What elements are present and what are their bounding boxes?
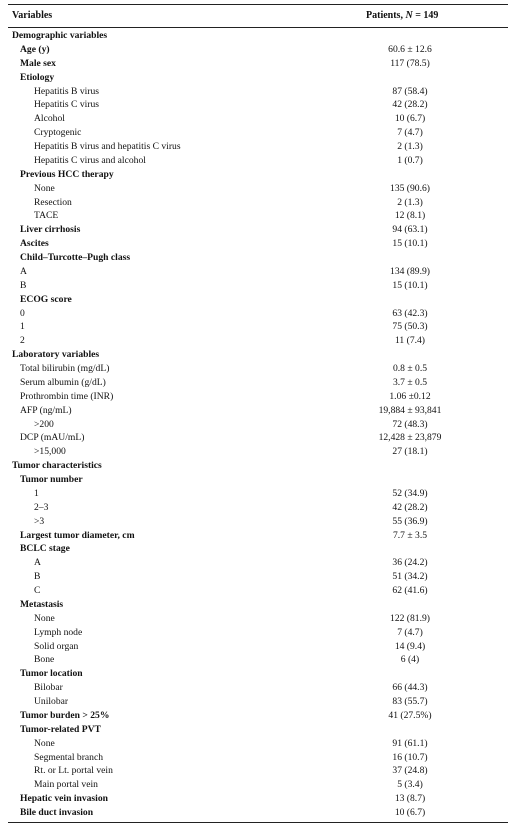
row-label: Hepatitis B virus and hepatitis C virus	[34, 141, 181, 152]
table-row	[8, 71, 508, 85]
table-row	[8, 542, 508, 556]
row-value: 27 (18.1)	[392, 446, 428, 458]
row-label: Child–Turcotte–Pugh class	[20, 252, 131, 263]
row-value: 14 (9.4)	[394, 640, 426, 652]
table-row	[8, 653, 508, 667]
row-label: A	[34, 557, 41, 569]
table-row	[8, 320, 508, 334]
table-body	[8, 29, 508, 820]
table-row	[8, 751, 508, 765]
row-value: 15 (10.1)	[392, 238, 428, 250]
row-value: 16 (10.7)	[392, 751, 428, 763]
row-label: Ascites	[20, 238, 49, 250]
row-label: DCP (mAU/mL)	[20, 432, 85, 444]
table-row	[8, 43, 508, 57]
row-value: 0.8 ± 0.5	[392, 363, 428, 374]
table-row	[8, 598, 508, 612]
table-row	[8, 695, 508, 709]
row-value: 15 (10.1)	[392, 279, 428, 291]
row-label: Largest tumor diameter, cm	[20, 529, 135, 541]
table-row	[8, 376, 508, 390]
row-label: Resection	[34, 196, 72, 208]
row-label: Tumor burden > 25%	[20, 709, 110, 721]
row-value: 1 (0.7)	[397, 154, 423, 166]
table-row	[8, 168, 508, 182]
row-value: 7.7 ± 3.5	[392, 529, 428, 541]
row-label: AFP (ng/mL)	[20, 404, 72, 416]
row-label: Bile duct invasion	[20, 807, 94, 818]
table-row	[8, 209, 508, 223]
row-label: None	[34, 737, 55, 749]
row-label: Rt. or Lt. portal vein	[34, 765, 113, 777]
table-row	[8, 612, 508, 626]
row-value: 72 (48.3)	[392, 418, 428, 430]
row-label: 1	[20, 321, 25, 333]
row-value: 134 (89.9)	[390, 265, 430, 277]
row-label: Demographic variables	[12, 30, 108, 41]
row-value: 122 (81.9)	[390, 612, 430, 624]
row-value: 60.6 ± 12.6	[388, 43, 432, 55]
table-row	[8, 737, 508, 751]
row-label: Prothrombin time (INR)	[20, 390, 114, 402]
table-row	[8, 792, 508, 806]
table-row	[8, 473, 508, 487]
row-label: Tumor number	[20, 474, 83, 485]
table-row	[8, 431, 508, 445]
table-row	[8, 307, 508, 321]
row-value: 36 (24.2)	[392, 557, 428, 569]
row-label: ECOG score	[20, 293, 72, 305]
row-label: 1	[34, 487, 39, 499]
row-label: Tumor-related PVT	[20, 723, 101, 735]
bottom-rule	[8, 822, 508, 823]
table-row	[8, 709, 508, 723]
header-variables: Variables	[12, 10, 53, 21]
table-row	[8, 237, 508, 251]
row-label: B	[20, 279, 27, 291]
row-label: Cryptogenic	[34, 127, 82, 139]
header-rule	[8, 27, 508, 28]
row-label: A	[20, 265, 27, 277]
top-rule	[8, 4, 508, 5]
row-label: Unilobar	[34, 696, 69, 707]
table-row	[8, 723, 508, 737]
row-label: None	[34, 182, 55, 194]
row-value: 10 (6.7)	[394, 807, 426, 818]
row-value: 87 (58.4)	[392, 85, 428, 97]
row-label: 2–3	[34, 501, 49, 513]
row-value: 37 (24.8)	[392, 765, 428, 777]
table-row	[8, 182, 508, 196]
row-value: 42 (28.2)	[392, 501, 428, 513]
table-row	[8, 348, 508, 362]
row-value: 55 (36.9)	[392, 515, 428, 527]
row-label: 2	[20, 335, 25, 347]
row-label: Male sex	[20, 57, 56, 69]
table-row	[8, 404, 508, 418]
row-value: 75 (50.3)	[392, 321, 428, 333]
row-label: B	[34, 571, 41, 583]
row-value: 6 (4)	[400, 654, 420, 666]
table-row	[8, 806, 508, 820]
row-label: Serum albumin (g/dL)	[20, 376, 106, 388]
header-patients	[366, 10, 438, 21]
table-row	[8, 154, 508, 168]
row-label: Tumor location	[20, 668, 83, 680]
row-label: Hepatitis B virus	[34, 85, 100, 97]
table-row	[8, 459, 508, 473]
row-value: 51 (34.2)	[392, 571, 428, 583]
row-label: Solid organ	[34, 640, 79, 652]
row-label: Alcohol	[34, 113, 65, 125]
row-label: Metastasis	[20, 598, 64, 610]
row-value: 52 (34.9)	[392, 487, 428, 499]
table-row	[8, 279, 508, 293]
row-label: Segmental branch	[34, 751, 103, 763]
table-row	[8, 445, 508, 459]
table-row	[8, 126, 508, 140]
row-label: Lymph node	[34, 626, 83, 638]
row-label: 0	[20, 307, 25, 319]
table-row	[8, 112, 508, 126]
row-label: BCLC stage	[20, 543, 70, 555]
row-value: 7 (4.7)	[397, 127, 423, 139]
table-row	[8, 556, 508, 570]
table-row	[8, 570, 508, 584]
row-value: 5 (3.4)	[397, 779, 423, 791]
row-label: Tumor characteristics	[12, 460, 102, 472]
header-patients-n: N	[405, 10, 413, 21]
table-row	[8, 293, 508, 307]
row-value: 91 (61.1)	[392, 737, 428, 749]
row-label: Age (y)	[20, 43, 50, 55]
table-row	[8, 487, 508, 501]
table-row	[8, 98, 508, 112]
row-label: Bilobar	[34, 682, 63, 694]
row-label: C	[34, 585, 41, 596]
row-value: 41 (27.5%)	[388, 709, 432, 721]
row-label: Main portal vein	[34, 779, 98, 791]
row-value: 1.06 ±0.12	[389, 390, 431, 402]
table-row	[8, 681, 508, 695]
row-value: 63 (42.3)	[392, 307, 428, 319]
table-row	[8, 584, 508, 598]
table-row	[8, 57, 508, 71]
table-row	[8, 515, 508, 529]
row-label: None	[34, 612, 55, 624]
table-row	[8, 626, 508, 640]
row-label: Total bilirubin (mg/dL)	[20, 363, 110, 374]
table-row	[8, 29, 508, 43]
row-value: 19,884 ± 93,841	[378, 404, 442, 416]
row-value: 2 (1.3)	[397, 196, 423, 208]
table-row	[8, 334, 508, 348]
table-row	[8, 251, 508, 265]
row-label: TACE	[34, 210, 59, 222]
table-row	[8, 667, 508, 681]
table-row	[8, 501, 508, 515]
row-label: >200	[34, 418, 54, 430]
table-row	[8, 265, 508, 279]
row-label: Previous HCC therapy	[20, 168, 114, 180]
header-patients-suffix: = 149	[412, 10, 439, 21]
table-row	[8, 196, 508, 210]
table-row	[8, 140, 508, 154]
table-row	[8, 418, 508, 432]
table-row	[8, 529, 508, 543]
row-value: 11 (7.4)	[394, 335, 426, 347]
row-value: 10 (6.7)	[394, 113, 426, 125]
header-patients-prefix: Patients,	[366, 10, 406, 21]
table-row	[8, 85, 508, 99]
row-value: 62 (41.6)	[392, 585, 428, 596]
row-value: 12,428 ± 23,879	[378, 432, 442, 444]
row-value: 12 (8.1)	[394, 210, 426, 222]
row-label: Liver cirrhosis	[20, 224, 81, 236]
row-label: Hepatitis C virus and alcohol	[34, 154, 146, 166]
row-value: 3.7 ± 0.5	[392, 376, 428, 388]
row-value: 117 (78.5)	[390, 57, 430, 69]
table-row	[8, 362, 508, 376]
row-label: Hepatitis C virus	[34, 99, 100, 111]
row-value: 7 (4.7)	[397, 626, 423, 638]
row-value: 135 (90.6)	[390, 182, 430, 194]
row-value: 2 (1.3)	[397, 141, 423, 152]
table-row	[8, 390, 508, 404]
row-label: Bone	[34, 654, 55, 666]
row-value: 66 (44.3)	[392, 682, 428, 694]
table-row	[8, 764, 508, 778]
row-label: Laboratory variables	[12, 349, 100, 361]
table-row	[8, 778, 508, 792]
table-header	[8, 7, 508, 25]
row-label: >3	[34, 515, 45, 527]
row-label: Etiology	[20, 71, 55, 83]
row-value: 42 (28.2)	[392, 99, 428, 111]
row-value: 94 (63.1)	[392, 224, 428, 236]
row-label: Hepatic vein invasion	[20, 793, 108, 805]
row-label: >15,000	[34, 446, 66, 458]
table-row	[8, 223, 508, 237]
table-row	[8, 640, 508, 654]
row-value: 83 (55.7)	[392, 696, 428, 707]
row-value: 13 (8.7)	[394, 793, 426, 805]
